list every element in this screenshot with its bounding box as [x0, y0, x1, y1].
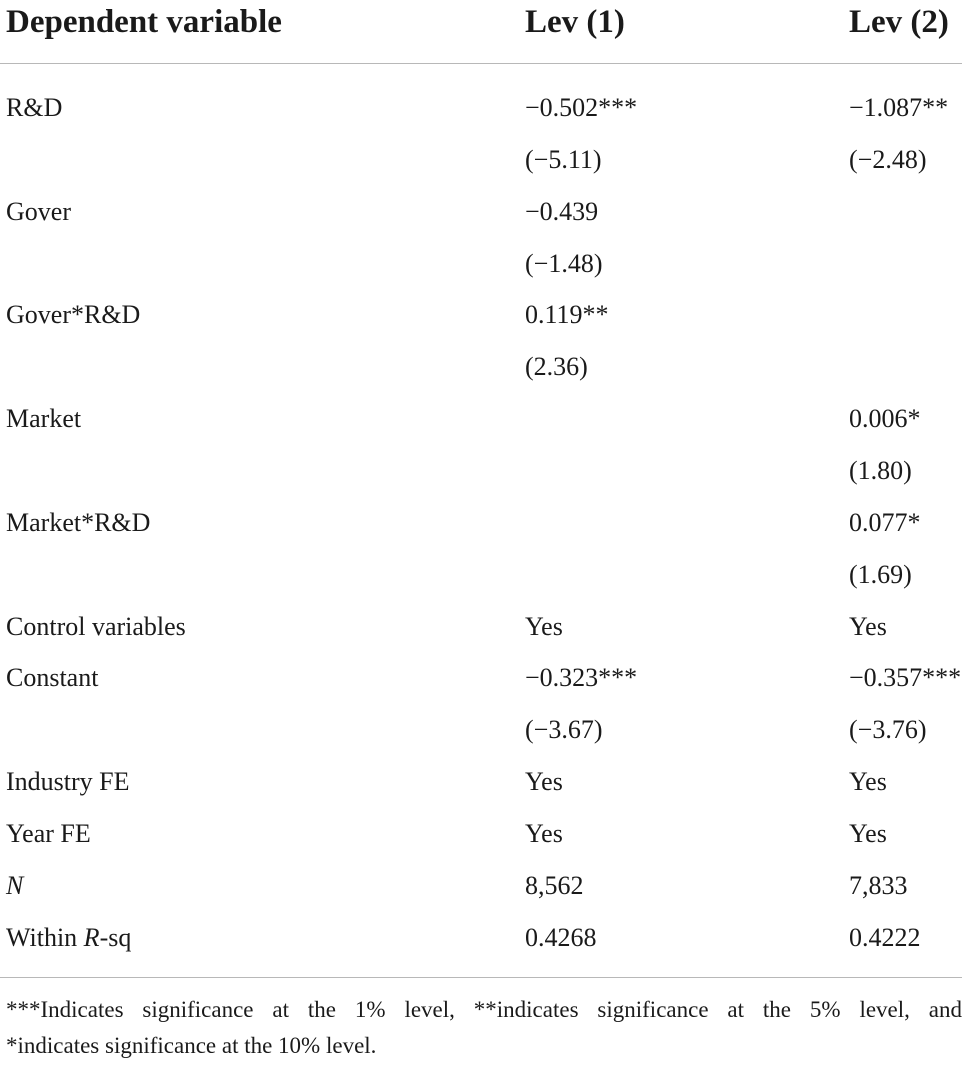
row-label: N [6, 871, 24, 900]
footnote-line-2: *indicates significance at the 10% level. [6, 1033, 377, 1058]
header-rule [0, 63, 962, 64]
table-row [0, 289, 968, 341]
row-label: R&D [6, 93, 63, 122]
cell-lev-1: Yes [525, 767, 563, 796]
cell-lev-1: (−3.67) [525, 715, 603, 744]
row-label: Industry FE [6, 767, 130, 796]
cell-lev-2: (1.69) [849, 560, 912, 589]
cell-lev-2: 0.077* [849, 508, 921, 537]
row-label: Market [6, 404, 82, 433]
cell-lev-2: (1.80) [849, 456, 912, 485]
row-label-pre: Within [6, 923, 84, 952]
bottom-rule [0, 977, 962, 978]
row-label: Gover*R&D [6, 300, 141, 329]
table-row [0, 341, 968, 393]
cell-lev-2: (−3.76) [849, 715, 927, 744]
table-row [0, 912, 968, 964]
header-lev-2: Lev (2) [849, 4, 949, 40]
cell-lev-2: Yes [849, 767, 887, 796]
cell-lev-2: Yes [849, 819, 887, 848]
row-label: Gover [6, 197, 71, 226]
table-row [0, 497, 968, 549]
row-label-post: -sq [99, 923, 132, 952]
table-row [0, 393, 968, 445]
cell-lev-2: (−2.48) [849, 145, 927, 174]
cell-lev-2: −0.357*** [849, 663, 962, 692]
cell-lev-1: 0.4268 [525, 923, 597, 952]
cell-lev-2: 7,833 [849, 871, 908, 900]
table-row [0, 601, 968, 653]
cell-lev-1: (2.36) [525, 352, 588, 381]
table-row [0, 186, 968, 238]
cell-lev-1: −0.323*** [525, 663, 638, 692]
row-label: Constant [6, 663, 99, 692]
row-label: Year FE [6, 819, 91, 848]
table-row [0, 808, 968, 860]
row-label: Market*R&D [6, 508, 151, 537]
table-header [0, 0, 968, 64]
table-row [0, 652, 968, 704]
cell-lev-2: Yes [849, 612, 887, 641]
table-row [0, 549, 968, 601]
cell-lev-1: 0.119** [525, 300, 609, 329]
table-row [0, 82, 968, 134]
row-label [6, 912, 131, 964]
cell-lev-1: Yes [525, 612, 563, 641]
footnote-line-1: ***Indicates significance at the 1% level, **indicates significance at the 5% level, and [6, 997, 962, 1022]
cell-lev-2: 0.006* [849, 404, 921, 433]
cell-lev-1: Yes [525, 819, 563, 848]
cell-lev-1: 8,562 [525, 871, 584, 900]
cell-lev-2: 0.4222 [849, 923, 921, 952]
table-row [0, 238, 968, 290]
row-label: Control variables [6, 612, 186, 641]
cell-lev-1: (−1.48) [525, 249, 603, 278]
row-label-italic: R [83, 923, 100, 952]
header-lev-1: Lev (1) [525, 4, 625, 40]
cell-lev-1: (−5.11) [525, 145, 602, 174]
table-footnote [6, 992, 962, 1064]
table-row [0, 445, 968, 497]
table-row [0, 704, 968, 756]
table-row [0, 860, 968, 912]
header-dependent-variable: Dependent variable [6, 4, 282, 40]
cell-lev-1: −0.439 [525, 197, 599, 226]
cell-lev-1: −0.502*** [525, 93, 638, 122]
cell-lev-2: −1.087** [849, 93, 949, 122]
table-row [0, 756, 968, 808]
table-row [0, 134, 968, 186]
